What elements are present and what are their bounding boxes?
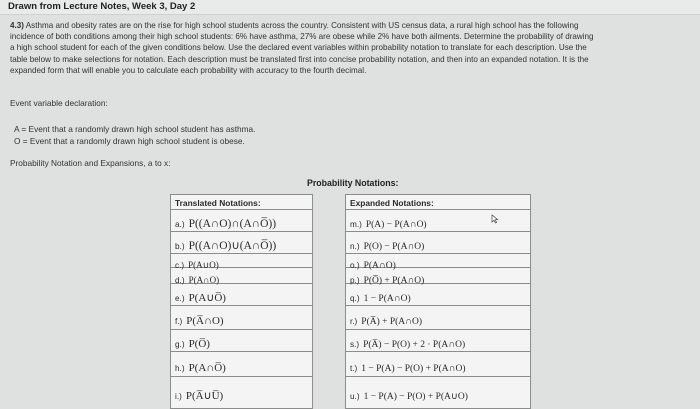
translated-row-expression: P(A∪O̅) — [188, 292, 226, 304]
translated-row — [171, 268, 313, 284]
expanded-row-expression: P(A̅) + P(A∩O) — [361, 317, 423, 327]
translated-row-expression: P((A∩O)∪(A∩O̅)) — [188, 239, 277, 252]
translated-row-expression: P((A∩O)∩(A∩O̅)) — [188, 217, 277, 230]
event-a-declaration: A = Event that a randomly drawn high school student has asthma. — [14, 124, 256, 134]
translated-row-expression: P(A̅∩O) — [186, 315, 224, 327]
translated-header: Translated Notations: — [171, 195, 313, 210]
expanded-row — [346, 306, 531, 330]
translated-notations-table — [170, 194, 313, 409]
translated-row-expression: P(A̅∪U̅) — [185, 390, 224, 402]
expanded-row — [346, 232, 531, 254]
translated-row — [171, 330, 313, 352]
expanded-row — [346, 268, 531, 284]
expanded-row — [346, 352, 531, 377]
problem-line-3: a high school student for each of the given conditions below. Use the declared event variables within probability notation to translate for each description. Use the — [10, 43, 587, 53]
expanded-notations-table — [345, 194, 531, 409]
translated-row-letter: b.) — [175, 241, 185, 251]
probability-section-label: Probability Notation and Expansions, a to x: — [10, 158, 171, 168]
expanded-row-expression: 1 − P(A) − P(O) + P(A∩O) — [361, 363, 466, 374]
expanded-row-letter: s.) — [350, 340, 360, 349]
expanded-row-letter: p.) — [350, 276, 360, 285]
page-title: Drawn from Lecture Notes, Week 3, Day 2 — [8, 1, 196, 12]
expanded-row-letter: u.) — [350, 392, 360, 401]
expanded-row-letter: m.) — [350, 219, 362, 229]
problem-line-4: table below to make selections for notation. Each description must be translated first into concise probability notation, and then into an expanded notation. It is the — [10, 54, 589, 64]
expanded-row-expression: P(A̅) − P(O) + 2 · P(A∩O) — [363, 340, 466, 350]
translated-row — [171, 210, 313, 232]
translated-row-letter: h.) — [175, 363, 185, 373]
translated-row-letter: g.) — [175, 340, 185, 349]
problem-line-1: 4.3) Asthma and obesity rates are on the rise for high school students across the country. Consistent with US census data, a rural high school has the following — [10, 21, 579, 30]
translated-row — [171, 377, 313, 409]
translated-row-letter: a.) — [175, 219, 185, 229]
expanded-row-expression: P(O) − P(A∩O) — [363, 241, 425, 252]
translated-row-expression: P(O̅) — [188, 338, 210, 350]
translated-row — [171, 306, 313, 330]
expanded-row — [346, 284, 531, 306]
translated-row-expression: P(A∩O̅) — [188, 361, 226, 374]
expanded-header: Expanded Notations: — [346, 195, 531, 210]
notations-title: Probability Notations: — [307, 178, 399, 188]
translated-row — [171, 254, 313, 268]
translated-row-expression: P(A∩O) — [188, 275, 220, 285]
translated-row-expression: P(A∪O) — [188, 260, 219, 270]
expanded-row-letter: r.) — [350, 317, 358, 326]
expanded-row — [346, 377, 531, 409]
translated-row-letter: d.) — [175, 276, 185, 285]
problem-statement — [10, 20, 690, 76]
expanded-row-letter: o.) — [350, 261, 360, 270]
expanded-row-expression: P(A) − P(A∩O) — [365, 219, 427, 230]
expanded-row-expression: P(A∩O) — [363, 261, 396, 271]
expanded-row-letter: n.) — [350, 241, 360, 251]
expanded-row — [346, 330, 531, 352]
expanded-row-expression: 1 − P(A) − P(O) + P(A∪O) — [363, 392, 468, 402]
translated-row — [171, 352, 313, 377]
problem-line-2: incidence of both conditions among their high school students: 6% have asthma, 27% are obese while 2% have both ailments. Determine the probability of drawing — [10, 32, 594, 42]
translated-row-letter: i.) — [175, 392, 182, 401]
translated-row-letter: e.) — [175, 294, 185, 303]
expanded-row-letter: q.) — [350, 294, 360, 303]
page-header — [0, 0, 700, 15]
translated-row-letter: c.) — [175, 261, 185, 270]
expanded-row — [346, 210, 531, 232]
event-declaration-label: Event variable declaration: — [10, 98, 108, 108]
expanded-row-expression: 1 − P(A∩O) — [363, 294, 411, 304]
mouse-pointer-icon — [490, 214, 500, 224]
event-o-declaration: O = Event that a randomly drawn high school student is obese. — [14, 136, 245, 146]
expanded-row-expression: P(O̅) + P(A∩O) — [363, 276, 425, 286]
expanded-row — [346, 254, 531, 271]
translated-row — [171, 284, 313, 306]
problem-line-5: expanded form that will enable you to calculate each probability with accuracy to the fourth decimal. — [10, 65, 367, 75]
translated-row — [171, 232, 313, 254]
expanded-row-letter: t.) — [350, 363, 358, 373]
problem-number: 4.3) — [10, 21, 24, 30]
translated-row-letter: f.) — [175, 317, 183, 326]
